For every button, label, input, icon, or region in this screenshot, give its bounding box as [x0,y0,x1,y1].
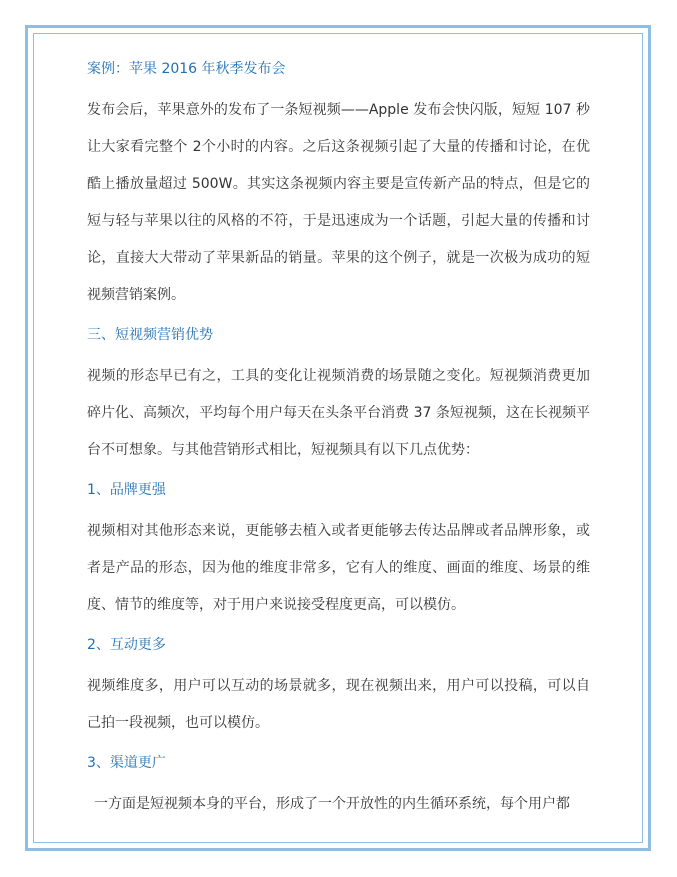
brand-heading: 1、品牌更强 [87,482,166,498]
interaction-heading: 2、互动更多 [87,637,166,653]
channel-paragraph: 一方面是短视频本身的平台，形成了一个开放性的内生循环系统，每个用户都 [94,796,570,812]
case-heading: 案例：苹果 2016 年秋季发布会 [87,61,286,77]
brand-paragraph: 视频相对其他形态来说，更能够去植入或者更能够去传达品牌或者品牌形象，或者是产品的形态，因为他的维度非常多，它有人的维度、画面的维度、场景的维度、情节的维度等，对于用户来说接受程度更高，可以模仿。 [87,523,590,613]
channel-heading: 3、渠道更广 [87,755,166,771]
interaction-paragraph: 视频维度多，用户可以互动的场景就多，现在视频出来，用户可以投稿，可以自己拍一段视频，也可以模仿。 [87,678,590,731]
advantages-intro-paragraph: 视频的形态早已有之，工具的变化让视频消费的场景随之变化。短视频消费更加碎片化、高频次，平均每个用户每天在头条平台消费 37 条短视频，这在长视频平台不可想象。与其他营销形式相比，短视频具有以下几点优势： [87,368,590,458]
case-paragraph: 发布会后，苹果意外的发布了一条短视频——Apple 发布会快闪版，短短 107 秒让大家看完整个 2个小时的内容。之后这条视频引起了大量的传播和讨论，在优酷上播放量超过 500W。其实这条视频内容主要是宣传新产品的特点，但是它的短与轻与苹果以往的风格的不符，于是迅速成为一个话题，引起大量的传播和讨论，直接大大带动了苹果新品的销量。苹果的这个例子，就是一次极为成功的短视频营销案例。 [87,102,590,303]
article-content [87,58,590,828]
section-three-heading: 三、短视频营销优势 [87,327,213,343]
